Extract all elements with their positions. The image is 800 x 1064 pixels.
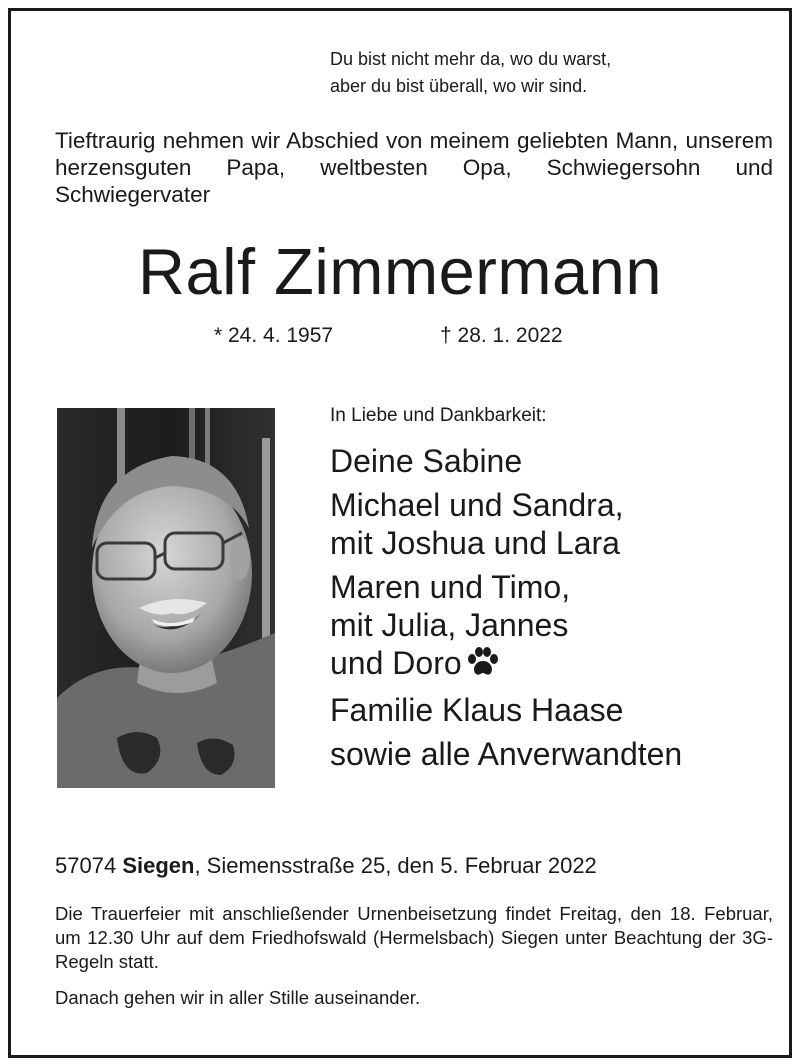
- family-line-4: Maren und Timo,: [330, 569, 571, 605]
- family-line-2: Michael und Sandra,: [330, 487, 624, 523]
- service-details: Die Trauerfeier mit anschließender Urnenbeisetzung findet Freitag, den 18. Februar, um 12.30 Uhr auf dem Friedhofswald (Hermelsbach) Siegen unter Beachtung der 3G-Regeln statt.: [55, 903, 773, 972]
- motto-quote: [330, 46, 611, 100]
- family-line-6-text: und Doro: [330, 645, 462, 681]
- family-line-1: Deine Sabine: [330, 443, 523, 479]
- portrait-photo: [57, 408, 275, 788]
- birth-date: * 24. 4. 1957: [214, 324, 334, 347]
- family-line-8: sowie alle Anverwandten: [330, 736, 683, 772]
- family-line-5: mit Julia, Jannes: [330, 607, 569, 643]
- closing-line: Danach gehen wir in aller Stille auseinander.: [55, 987, 421, 1008]
- death-date: † 28. 1. 2022: [440, 324, 563, 347]
- place-and-date: [55, 852, 597, 880]
- paw-print-icon: [466, 647, 500, 685]
- family-line-6: [330, 644, 682, 685]
- city: Siegen: [122, 853, 195, 878]
- family-line-7: Familie Klaus Haase: [330, 692, 624, 728]
- family-line-3: mit Joshua und Lara: [330, 525, 620, 561]
- deceased-name: Ralf Zimmermann: [138, 235, 662, 308]
- intro-text: Tieftraurig nehmen wir Abschied von meinem geliebten Mann, unserem herzensguten Papa, weltbesten Opa, Schwiegersohn und Schwiegervater: [55, 128, 773, 207]
- address-and-date: , Siemensstraße 25, den 5. Februar 2022: [194, 853, 597, 878]
- motto-line-2: aber du bist überall, wo wir sind.: [330, 76, 588, 96]
- postcode: 57074: [55, 853, 117, 878]
- motto-line-1: Du bist nicht mehr da, wo du warst,: [330, 49, 612, 69]
- family-list: [330, 442, 682, 773]
- thanks-line: In Liebe und Dankbarkeit:: [330, 405, 547, 426]
